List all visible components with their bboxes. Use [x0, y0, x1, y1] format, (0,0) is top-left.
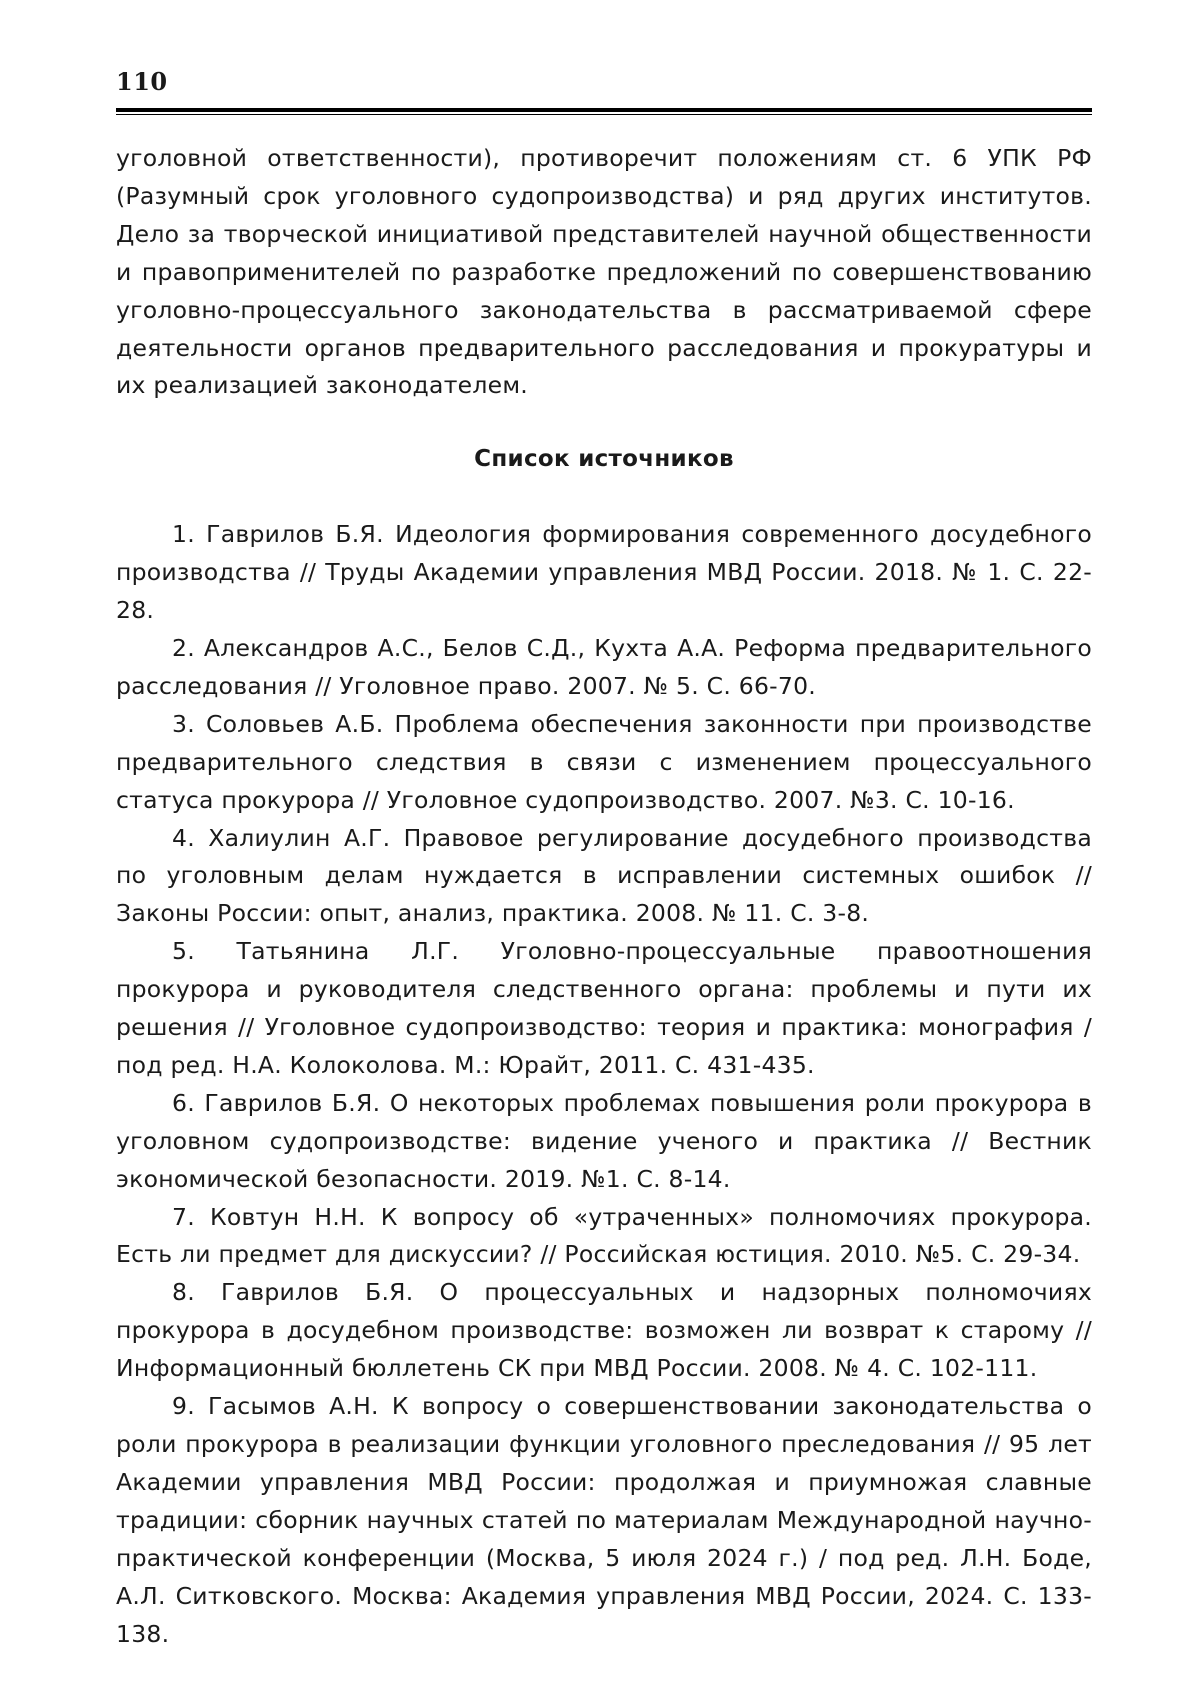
reference-item: 4. Халиулин А.Г. Правовое регулирование досудебного производства по уголовным делам нуждается в исправлении системных ошибок // Законы России: опыт, анализ, практика. 2008. № 11. С. 3-8.: [116, 823, 1092, 928]
header-rule-thick: [116, 108, 1092, 112]
reference-item: 5. Татьянина Л.Г. Уголовно-процессуальные правоотношения прокурора и руководителя следственного органа: проблемы и пути их решения // Уголовное судопроизводство: теория и практика: монография / под ред. Н.А. Колоколова. М.: Юрайт, 2011. С. 431-435.: [116, 937, 1092, 1079]
references-heading: Список источников: [474, 446, 734, 473]
reference-item: 9. Гасымов А.Н. К вопросу о совершенствовании законодательства о роли прокурора в реализации функции уголовного преследования // 95 лет Академии управления МВД России: продолжая и приумножая славные традиции: сборник научных статей по материалам Международной научно-практической конференции (Москва, 5 июля 2024 г.) / под ред. Л.Н. Боде, А.Л. Ситковского. Москва: Академия управления МВД России, 2024. С. 133-138.: [116, 1392, 1092, 1648]
page-content: [116, 140, 1092, 1653]
header-rule-thin: [116, 114, 1092, 115]
reference-item: 3. Соловьев А.Б. Проблема обеспечения законности при производстве предварительного следствия в связи с изменением процессуального статуса прокурора // Уголовное судопроизводство. 2007. №3. С. 10-16.: [116, 709, 1092, 814]
body-paragraph: уголовной ответственности), противоречит положениям ст. 6 УПК РФ (Разумный срок уголовного судопроизводства) и ряд других институтов. Дело за творческой инициативой представителей научной общественности и правоприменителей по разработке предложений по совершенствованию уголовно-процессуального законодательства в рассматриваемой сфере деятельности органов предварительного расследования и прокуратуры и их реализацией законодателем.: [116, 144, 1092, 400]
reference-item: 8. Гаврилов Б.Я. О процессуальных и надзорных полномочиях прокурора в досудебном производстве: возможен ли возврат к старому // Информационный бюллетень СК при МВД России. 2008. № 4. С. 102-111.: [116, 1278, 1092, 1383]
reference-item: 2. Александров А.С., Белов С.Д., Кухта А.А. Реформа предварительного расследования // Уголовное право. 2007. № 5. С. 66-70.: [116, 633, 1092, 700]
reference-item: 6. Гаврилов Б.Я. О некоторых проблемах повышения роли прокурора в уголовном судопроизводстве: видение ученого и практика // Вестник экономической безопасности. 2019. №1. С. 8-14.: [116, 1088, 1092, 1193]
reference-item: 1. Гаврилов Б.Я. Идеология формирования современного досудебного производства // Труды Академии управления МВД России. 2018. № 1. С. 22-28.: [116, 520, 1092, 625]
reference-item: 7. Ковтун Н.Н. К вопросу об «утраченных» полномочиях прокурора. Есть ли предмет для дискуссии? // Российская юстиция. 2010. №5. С. 29-34.: [116, 1202, 1092, 1269]
references-list: [116, 516, 1092, 1653]
page-number: 110: [116, 67, 168, 96]
